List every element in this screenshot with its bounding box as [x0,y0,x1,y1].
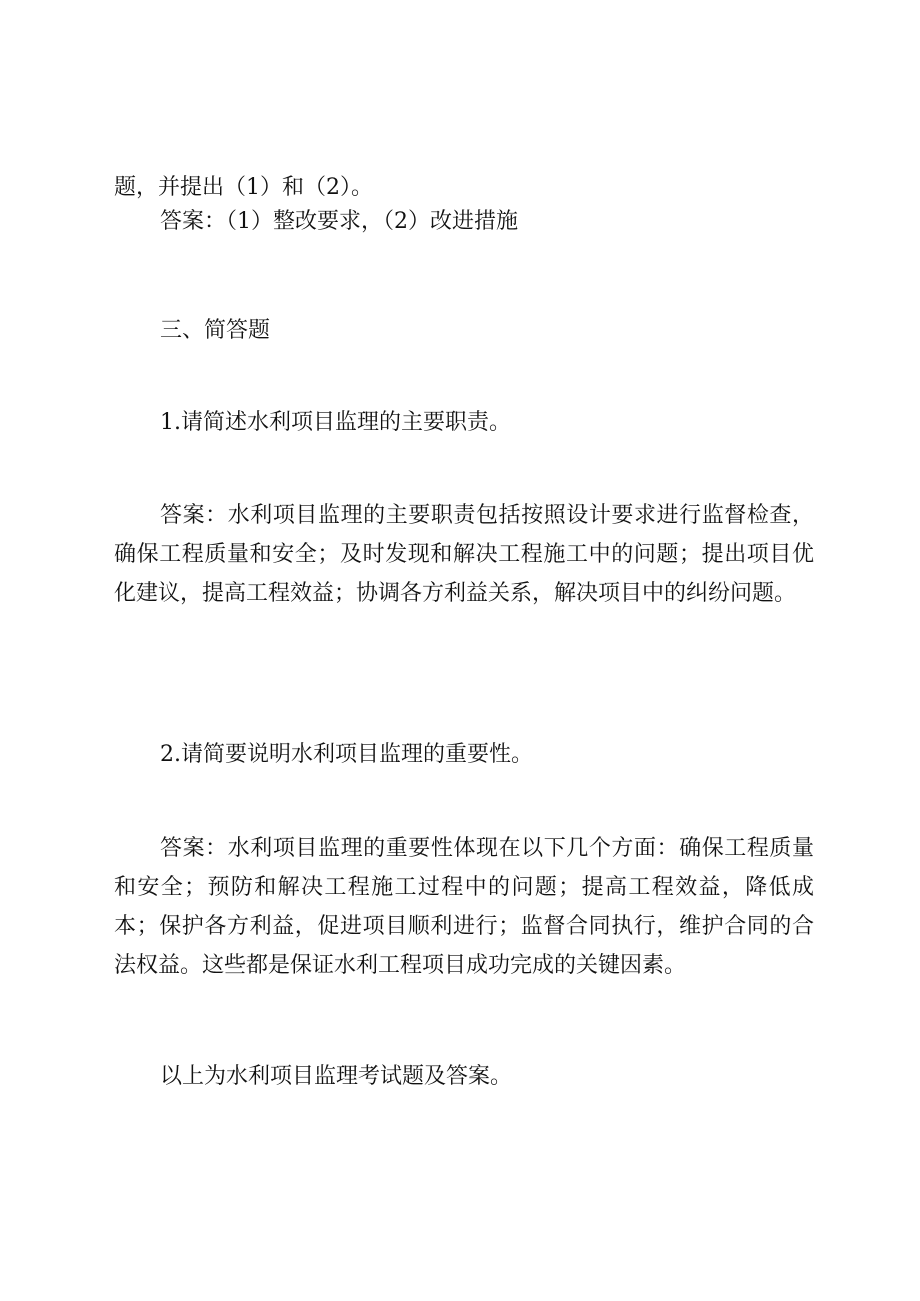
closing-line: 以上为水利项目监理考试题及答案。 [160,1064,513,1089]
section-heading: 三、简答题 [160,318,271,343]
question-2: 2.请简要说明水利项目监理的重要性。 [160,742,533,767]
question-1: 1.请简述水利项目监理的主要职责。 [160,410,511,435]
continuation-line: 题，并提出（1）和（2）。 [114,175,373,200]
answer-2: 答案：水利项目监理的重要性体现在以下几个方面：确保工程质量和安全；预防和解决工程施工过程中的问题；提高工程效益，降低成本；保护各方利益，促进项目顺利进行；监督合同执行，维护合同的合法权益。这些都是保证水利工程项目成功完成的关键因素。 [114,836,814,978]
answer-1: 答案：水利项目监理的主要职责包括按照设计要求进行监督检查，确保工程质量和安全；及时发现和解决工程施工中的问题；提出项目优化建议，提高工程效益；协调各方利益关系，解决项目中的纠纷问题。 [114,503,814,606]
fill-answer: 答案：（1）整改要求，（2）改进措施 [160,209,518,234]
